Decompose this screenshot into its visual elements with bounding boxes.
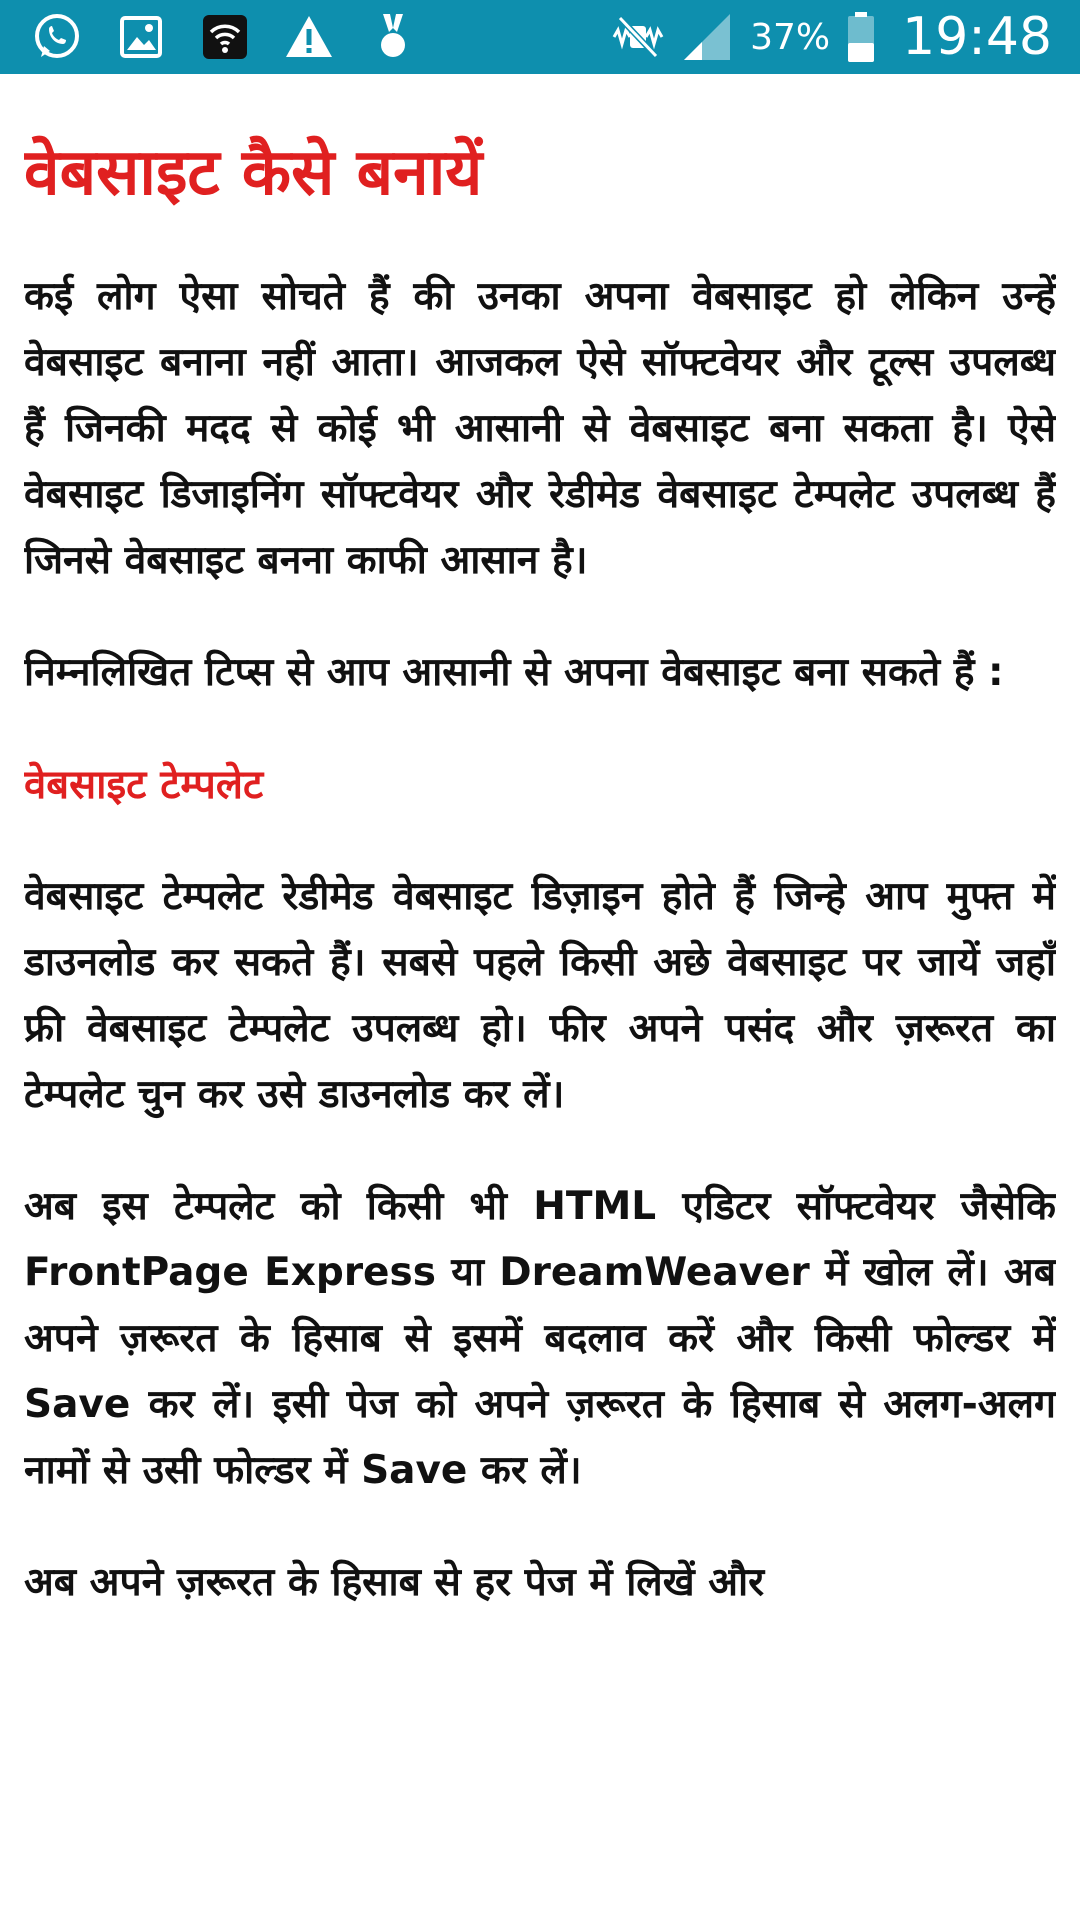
system-indicators xyxy=(610,7,1052,67)
paragraph-spacer xyxy=(24,594,1056,640)
article-content xyxy=(24,74,1056,1920)
warning-icon xyxy=(282,10,336,64)
template-paragraph-2: अब इस टेम्पलेट को किसी भी HTML एडिटर सॉफ्टवेयर जैसेकि FrontPage Express या DreamWeaver में खोल लें। अब अपने ज़रूरत के हिसाब से इसमें बदलाव करें और किसी फोल्डर में Save कर लें। इसी पेज को अपने ज़रूरत के हिसाब से अलग-अलग नामों से उसी फोल्डर में Save कर लें। xyxy=(24,1184,1056,1493)
battery-icon xyxy=(846,10,876,64)
page-title: वेबसाइट कैसे बनायें xyxy=(24,136,483,210)
signal-icon xyxy=(680,10,734,64)
status-bar xyxy=(0,0,1080,74)
title-spacer xyxy=(24,218,1056,264)
paragraph-spacer xyxy=(24,1128,1056,1174)
medal-icon xyxy=(366,10,420,64)
tips-intro-paragraph: निम्नलिखित टिप्स से आप आसानी से अपना वेबसाइट बना सकते हैं : xyxy=(24,650,1004,695)
section-heading-website-template: वेबसाइट टेम्पलेट xyxy=(24,762,264,808)
paragraph-spacer xyxy=(24,818,1056,864)
wifi-box-icon xyxy=(198,10,252,64)
template-paragraph-3: अब अपने ज़रूरत के हिसाब से हर पेज में लिखें और xyxy=(24,1560,765,1605)
mute-icon xyxy=(610,10,664,64)
clock-time: 19:48 xyxy=(902,7,1052,67)
battery-percentage: 37% xyxy=(750,16,831,58)
paragraph-spacer xyxy=(24,1504,1056,1550)
whatsapp-icon xyxy=(30,10,84,64)
template-paragraph-1: वेबसाइट टेम्पलेट रेडीमेड वेबसाइट डिज़ाइन होते हैं जिन्हे आप मुफ्त में डाउनलोड कर सकते हैं। सबसे पहले किसी अछे वेबसाइट पर जायें जहाँ फ्री वेबसाइट टेम्पलेट उपलब्ध हो। फीर अपने पसंद और ज़रूरत का टेम्पलेट चुन कर उसे डाउनलोड कर लें। xyxy=(24,874,1056,1117)
notification-icons xyxy=(30,10,420,64)
image-icon xyxy=(114,10,168,64)
paragraph-spacer xyxy=(24,706,1056,752)
intro-paragraph: कई लोग ऐसा सोचते हैं की उनका अपना वेबसाइट हो लेकिन उन्हें वेबसाइट बनाना नहीं आता। आजकल ऐसे सॉफ्टवेयर और टूल्स उपलब्ध हैं जिनकी मदद से कोई भी आसानी से वेबसाइट बना सकता है। ऐसे वेबसाइट डिजाइनिंग सॉफ्टवेयर और रेडीमेड वेबसाइट टेम्पलेट उपलब्ध हैं जिनसे वेबसाइट बनना काफी आसान है। xyxy=(24,274,1056,583)
